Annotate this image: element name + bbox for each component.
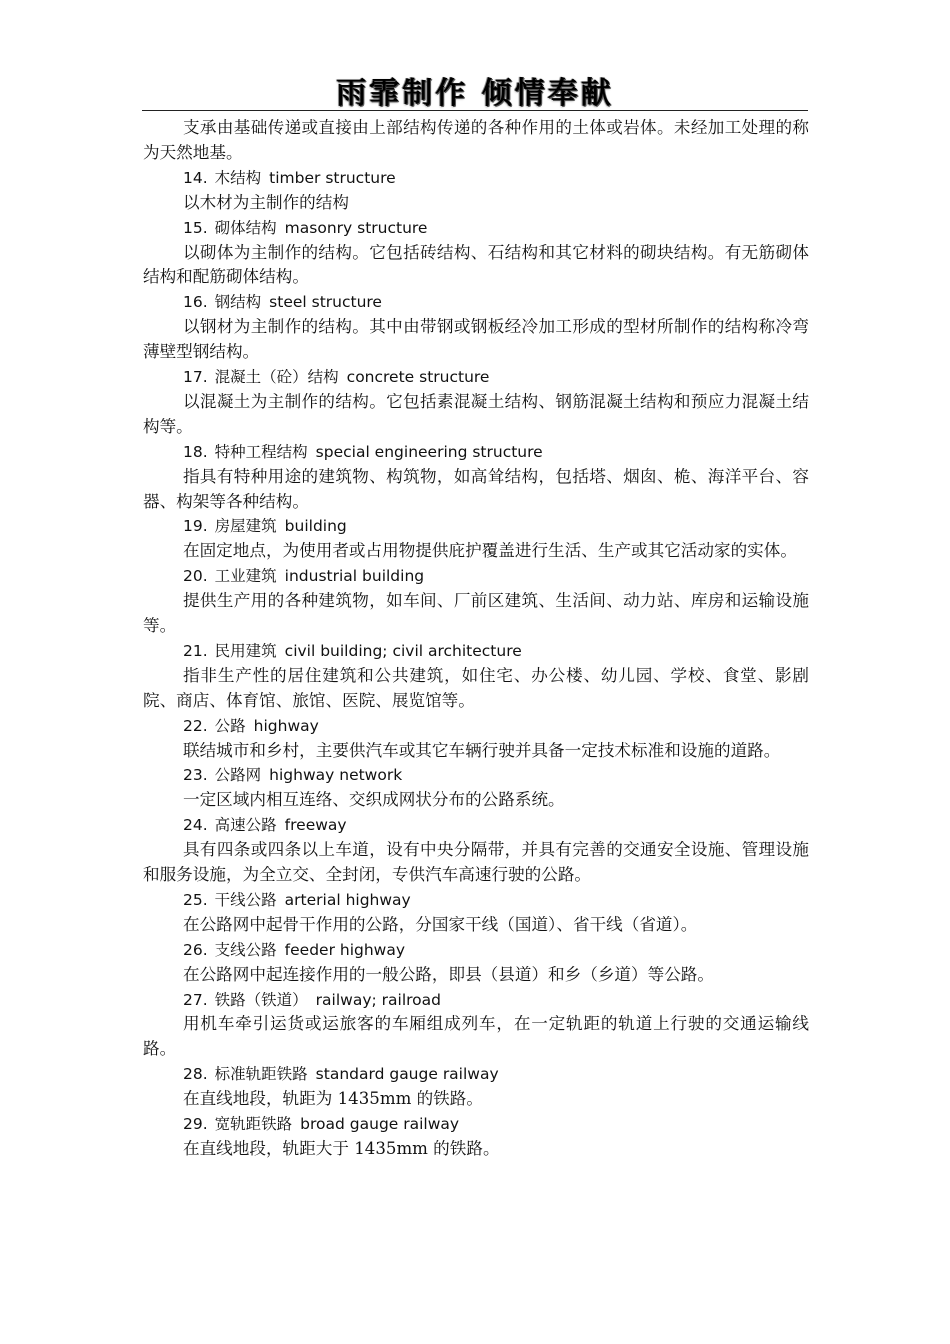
term-chinese: 铁路（铁道） xyxy=(214,990,308,1009)
term-english: masonry structure xyxy=(284,218,428,237)
term-heading xyxy=(143,166,809,191)
term-english: feeder highway xyxy=(284,940,406,959)
term-english: building xyxy=(284,517,347,536)
term-chinese: 钢结构 xyxy=(214,293,262,312)
term-heading xyxy=(143,440,809,465)
term-definition: 一定区域内相互连络、交织成网状分布的公路系统。 xyxy=(183,790,565,810)
term-heading xyxy=(143,888,809,913)
term-number: 19. xyxy=(183,517,208,536)
header-title: 雨霏制作 倾情奉献 xyxy=(336,76,614,111)
term-definition: 联结城市和乡村，主要供汽车或其它车辆行驶并具备一定技术标准和设施的道路。 xyxy=(183,740,781,760)
term-number: 22. xyxy=(183,716,208,735)
term-english: arterial highway xyxy=(284,890,411,909)
term-heading xyxy=(143,938,809,963)
term-definition: 在公路网中起连接作用的一般公路，即县（县道）和乡（乡道）等公路。 xyxy=(183,964,714,984)
term-english: highway xyxy=(253,716,319,735)
term-english: civil building; civil architecture xyxy=(284,641,522,660)
term-english: broad gauge railway xyxy=(300,1115,460,1134)
term-english: railway; railroad xyxy=(315,990,441,1009)
term-number: 27. xyxy=(183,990,208,1009)
term-heading xyxy=(143,1062,809,1087)
term-definition: 在公路网中起骨干作用的公路，分国家干线（国道）、省干线（省道）。 xyxy=(183,914,698,934)
term-definition: 以钢材为主制作的结构。其中由带钢或钢板经冷加工形成的型材所制作的结构称冷弯薄壁型钢结构。 xyxy=(143,317,809,362)
term-chinese: 民用建筑 xyxy=(214,641,277,660)
term-heading xyxy=(143,714,809,739)
term-definition: 提供生产用的各种建筑物，如车间、厂前区建筑、生活间、动力站、库房和运输设施等。 xyxy=(143,591,809,636)
term-heading xyxy=(143,988,809,1013)
term-chinese: 公路 xyxy=(214,716,246,735)
term-english: concrete structure xyxy=(346,368,490,387)
term-chinese: 公路网 xyxy=(214,766,262,785)
term-heading xyxy=(143,564,809,589)
term-definition: 在直线地段，轨距为 1435mm 的铁路。 xyxy=(183,1089,483,1109)
term-number: 21. xyxy=(183,641,208,660)
term-definition: 以混凝土为主制作的结构。它包括素混凝土结构、钢筋混凝土结构和预应力混凝土结构等。 xyxy=(143,391,809,436)
lead-definition: 支承由基础传递或直接由上部结构传递的各种作用的土体或岩体。未经加工处理的称为天然地基。 xyxy=(143,118,809,162)
term-english: freeway xyxy=(284,816,347,835)
term-chinese: 标准轨距铁路 xyxy=(214,1065,308,1084)
term-chinese: 宽轨距铁路 xyxy=(214,1115,293,1134)
term-number: 18. xyxy=(183,442,208,461)
page-header xyxy=(142,64,808,111)
document-body xyxy=(143,116,809,1162)
term-english: timber structure xyxy=(269,168,396,187)
term-chinese: 特种工程结构 xyxy=(214,442,308,461)
term-number: 28. xyxy=(183,1065,208,1084)
term-heading xyxy=(143,365,809,390)
term-english: standard gauge railway xyxy=(315,1065,499,1084)
term-number: 23. xyxy=(183,766,208,785)
term-definition: 以砌体为主制作的结构。它包括砖结构、石结构和其它材料的砌块结构。有无筋砌体结构和配筋砌体结构。 xyxy=(143,242,809,287)
term-heading xyxy=(143,639,809,664)
term-chinese: 砌体结构 xyxy=(214,218,277,237)
term-number: 14. xyxy=(183,168,208,187)
term-heading xyxy=(143,514,809,539)
term-chinese: 木结构 xyxy=(214,168,262,187)
term-definition: 具有四条或四条以上车道，设有中央分隔带，并具有完善的交通安全设施、管理设施和服务设施，为全立交、全封闭，专供汽车高速行驶的公路。 xyxy=(143,840,809,885)
term-english: steel structure xyxy=(269,293,382,312)
term-chinese: 混凝土（砼）结构 xyxy=(214,368,339,387)
term-definition: 以木材为主制作的结构 xyxy=(183,192,349,212)
term-heading xyxy=(143,216,809,241)
term-definition: 在直线地段，轨距大于 1435mm 的铁路。 xyxy=(183,1138,500,1158)
term-number: 20. xyxy=(183,567,208,586)
term-number: 15. xyxy=(183,218,208,237)
term-definition: 在固定地点，为使用者或占用物提供庇护覆盖进行生活、生产或其它活动家的实体。 xyxy=(183,541,797,561)
term-number: 17. xyxy=(183,368,208,387)
term-number: 24. xyxy=(183,816,208,835)
term-heading xyxy=(143,763,809,788)
term-definition: 用机车牵引运货或运旅客的车厢组成列车，在一定轨距的轨道上行驶的交通运输线路。 xyxy=(143,1014,809,1059)
term-chinese: 高速公路 xyxy=(214,816,277,835)
term-definition: 指具有特种用途的建筑物、构筑物，如高耸结构，包括塔、烟囱、桅、海洋平台、容器、构架等各种结构。 xyxy=(143,466,809,511)
term-chinese: 工业建筑 xyxy=(214,567,277,586)
term-chinese: 干线公路 xyxy=(214,890,277,909)
term-number: 29. xyxy=(183,1115,208,1134)
term-heading xyxy=(143,1112,809,1137)
term-definition: 指非生产性的居住建筑和公共建筑，如住宅、办公楼、幼儿园、学校、食堂、影剧院、商店、体育馆、旅馆、医院、展览馆等。 xyxy=(143,665,809,710)
term-number: 16. xyxy=(183,293,208,312)
term-chinese: 支线公路 xyxy=(214,940,277,959)
term-heading xyxy=(143,813,809,838)
term-chinese: 房屋建筑 xyxy=(214,517,277,536)
term-english: special engineering structure xyxy=(315,442,543,461)
term-english: highway network xyxy=(269,766,403,785)
term-number: 25. xyxy=(183,890,208,909)
term-heading xyxy=(143,290,809,315)
term-english: industrial building xyxy=(284,567,425,586)
term-number: 26. xyxy=(183,940,208,959)
